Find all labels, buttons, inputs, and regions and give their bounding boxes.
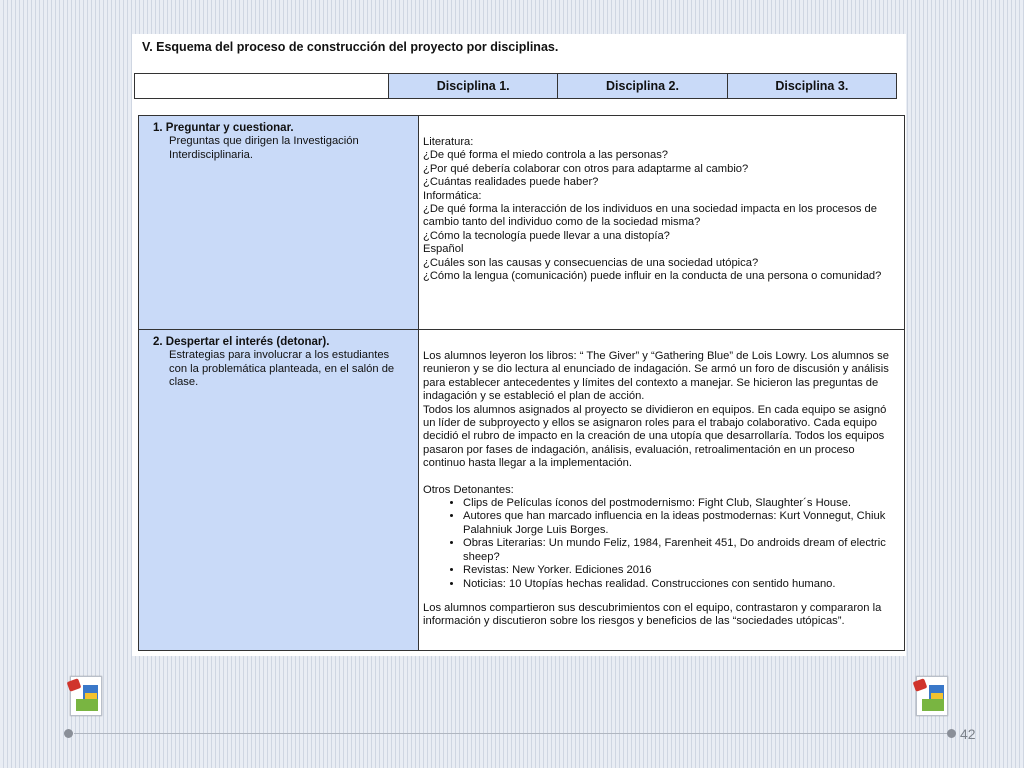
section-title: V. Esquema del proceso de construcción del proyecto por disciplinas. xyxy=(142,40,559,54)
content-line: ¿De qué forma la interacción de los individuos en una sociedad impacta en los procesos de cambio tanto del individuo como de la sociedad misma? xyxy=(423,203,877,229)
step-label-cell xyxy=(139,116,419,330)
page-number: 42 xyxy=(960,726,976,742)
paragraph: Los alumnos leyeron los libros: “ The Giver” y “Gathering Blue” de Lois Lowry. Los alumnos se reunieron y se dio lectura al enunciado de indagación. Se armó un foro de discusión y análisis para establecer antecedentes y límites del contexto a manejar. Se hicieron las preguntas de indagación y se estableció el plan de acción. xyxy=(423,350,889,403)
content-line: ¿Cómo la lengua (comunicación) puede influir en la conducta de una persona o comunidad? xyxy=(423,270,882,283)
step-title: 2. Despertar el interés (detonar). xyxy=(153,336,330,348)
list-item: • Autores que han marcado influencia en la ideas postmodernas: Kurt Vonnegut, Chiuk Palahniuk Jorge Luis Borges. xyxy=(463,510,898,537)
document-page xyxy=(132,34,906,656)
header-empty-cell xyxy=(135,74,389,99)
table-row xyxy=(139,116,905,330)
step-description: Preguntas que dirigen la Investigación Interdisciplinaria. xyxy=(169,135,359,161)
step-description: Estrategias para involucrar a los estudiantes con la problemática planteada, en el salón de clase. xyxy=(169,349,395,389)
footer-divider xyxy=(74,733,948,734)
header-discipline-3: Disciplina 3. xyxy=(727,74,896,99)
content-line: ¿Cómo la tecnología puede llevar a una distopía? xyxy=(423,229,670,242)
content-line: ¿De qué forma el miedo controla a las personas? xyxy=(423,149,669,162)
content-line: ¿Cuántas realidades puede haber? xyxy=(423,176,599,189)
list-item: • Obras Literarias: Un mundo Feliz, 1984, Farenheit 451, Do androids dream of electric sheep? xyxy=(463,537,898,564)
step-content-cell xyxy=(419,116,905,330)
puzzle-icon xyxy=(916,676,948,716)
header-discipline-1: Disciplina 1. xyxy=(389,74,558,99)
detonantes-list xyxy=(423,497,898,591)
paragraph: Todos los alumnos asignados al proyecto se dividieron en equipos. En cada equipo se asignó un líder de subproyecto y ellos se asignaron roles para el trabajo colaborativo. Cada equipo decidió el rubro de impacto en la creación de una utopía que desarrollaría. Todos los equipos pasaron por fases de indagación, análisis, evaluación, retroalimentación en un proceso continuo hasta llegar a la implementación. xyxy=(423,403,887,470)
step-title: 1. Preguntar y cuestionar. xyxy=(153,122,294,134)
step-content-cell xyxy=(419,330,905,651)
step-label-cell xyxy=(139,330,419,651)
header-discipline-2: Disciplina 2. xyxy=(558,74,727,99)
list-item: • Clips de Películas íconos del postmodernismo: Fight Club, Slaughter´s House. xyxy=(463,497,898,510)
list-item: • Noticias: 10 Utopías hechas realidad. Construcciones con sentido humano. xyxy=(463,578,898,591)
paragraph: Los alumnos compartieron sus descubrimientos con el equipo, contrastaron y compararon la información y discutieron sobre los riesgos y beneficios de las “sociedades utópicas”. xyxy=(423,601,882,628)
footer-dot-right xyxy=(947,729,956,738)
puzzle-icon xyxy=(70,676,102,716)
process-table xyxy=(138,115,905,651)
content-line: ¿Cuáles son las causas y consecuencias de una sociedad utópica? xyxy=(423,256,759,269)
table-row xyxy=(139,330,905,651)
content-line: Literatura: xyxy=(423,136,474,148)
content-line: Español xyxy=(423,243,464,256)
content-line: Informática: xyxy=(423,189,482,202)
content-line: ¿Por qué debería colaborar con otros para adaptarme al cambio? xyxy=(423,162,749,175)
footer-dot-left xyxy=(64,729,73,738)
list-item: • Revistas: New Yorker. Ediciones 2016 xyxy=(463,564,898,577)
discipline-header-table xyxy=(134,73,897,99)
others-title: Otros Detonantes: xyxy=(423,483,514,496)
